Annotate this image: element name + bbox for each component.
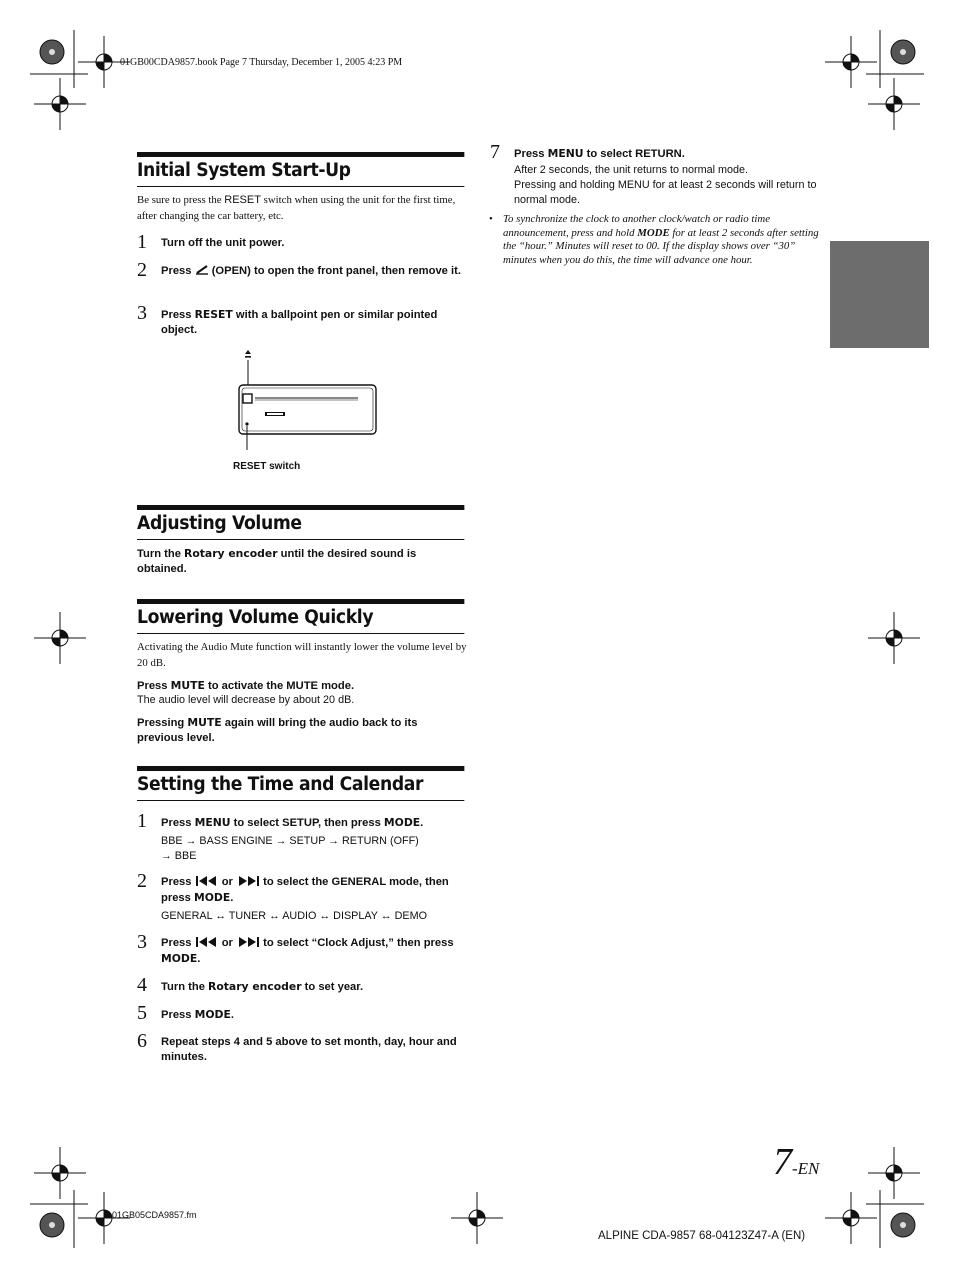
chapter-tab — [830, 241, 929, 348]
skip-forward-icon — [236, 876, 260, 886]
lowering-line-1: Press MUTE to activate the MUTE mode. — [137, 679, 355, 692]
footer-file: 01GB05CDA9857.fm — [112, 1210, 197, 1220]
section-title-time: Setting the Time and Calendar — [137, 766, 464, 801]
section-title-initial: Initial System Start-Up — [137, 152, 464, 187]
lowering-line-2: Pressing MUTE again will bring the audio back to its previous level. — [137, 716, 418, 744]
note-bullet: • — [489, 213, 493, 225]
reset-switch-label: RESET switch — [233, 461, 301, 472]
section-title-adjusting: Adjusting Volume — [137, 505, 464, 540]
page-number: 7-EN — [773, 1141, 820, 1183]
lowering-line-1-sub: The audio level will decrease by about 20 dB. — [137, 694, 355, 706]
footer-model: ALPINE CDA-9857 68-04123Z47-A (EN) — [598, 1230, 806, 1242]
skip-back-icon — [195, 937, 219, 947]
clock-sync-note: To synchronize the clock to another clock/watch or radio time announcement, press and hold MODE for at least 2 seconds after setting the “hour.” Minutes will reset to 00. If the display shows over “30” minutes when you do this, the time will advance one hour. — [503, 213, 819, 267]
initial-intro: Be sure to press the RESET switch when using the unit for the first time, after changing the car battery, etc. — [137, 194, 456, 222]
unit-illustration — [230, 350, 390, 450]
skip-back-icon — [195, 876, 219, 886]
section-title-lowering: Lowering Volume Quickly — [137, 599, 464, 634]
skip-forward-icon — [236, 937, 260, 947]
book-header: 01GB00CDA9857.book Page 7 Thursday, December 1, 2005 4:23 PM — [120, 57, 403, 68]
adjusting-text: Turn the Rotary encoder until the desired sound is obtained. — [137, 547, 417, 575]
lowering-intro: Activating the Audio Mute function will instantly lower the volume level by 20 dB. — [137, 641, 467, 669]
open-icon — [195, 264, 209, 275]
